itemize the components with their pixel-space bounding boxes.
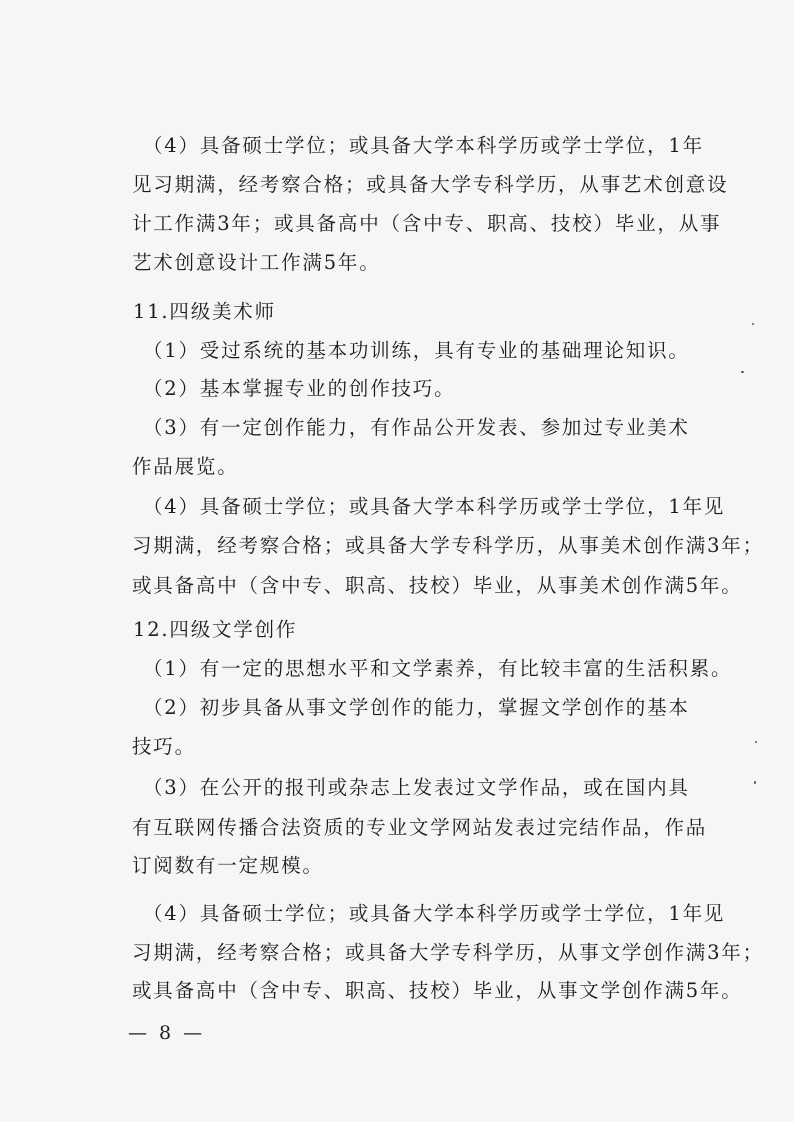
section-heading: 12.四级文学创作 xyxy=(133,618,298,641)
paragraph-line: 订阅数有一定规模。 xyxy=(132,854,324,877)
paragraph-line: （2）基本掌握专业的创作技巧。 xyxy=(143,377,456,400)
paragraph-line: 技巧。 xyxy=(132,735,196,758)
scan-speck xyxy=(741,371,744,373)
paragraph-line: 作品展览。 xyxy=(132,455,239,478)
paragraph-line: 艺术创意设计工作满5年。 xyxy=(132,251,381,274)
section-heading: 11.四级美术师 xyxy=(133,300,276,323)
paragraph-line: （3）在公开的报刊或杂志上发表过文学作品，或在国内具 xyxy=(143,776,690,799)
page-number: — 8 — xyxy=(128,1022,206,1044)
paragraph-line: （1）有一定的思想水平和文学素养，有比较丰富的生活积累。 xyxy=(143,657,733,680)
scan-speck xyxy=(755,741,757,743)
paragraph-line: 或具备高中（含中专、职高、技校）毕业，从事文学创作满5年。 xyxy=(132,979,743,1002)
paragraph-line: 习期满，经考察合格；或具备大学专科学历，从事美术创作满3年； xyxy=(132,534,764,557)
paragraph-line: 有互联网传播合法资质的专业文学网站发表过完结作品，作品 xyxy=(132,816,708,839)
paragraph-line: 计工作满3年；或具备高中（含中专、职高、技校）毕业，从事 xyxy=(132,212,722,235)
scan-speck xyxy=(754,781,756,784)
paragraph-line: （4）具备硕士学位；或具备大学本科学历或学士学位，1年见 xyxy=(143,902,726,925)
paragraph-line: （3）有一定创作能力，有作品公开发表、参加过专业美术 xyxy=(143,416,690,439)
paragraph-line: 见习期满，经考察合格；或具备大学专科学历，从事艺术创意设 xyxy=(132,173,729,196)
scan-speck xyxy=(752,323,754,325)
paragraph-line: （4）具备硕士学位；或具备大学本科学历或学士学位，1年见 xyxy=(143,495,726,518)
paragraph-line: （4）具备硕士学位；或具备大学本科学历或学士学位，1年 xyxy=(143,134,704,157)
paragraph-line: （2）初步具备从事文学创作的能力，掌握文学创作的基本 xyxy=(143,696,690,719)
paragraph-line: 习期满，经考察合格；或具备大学专科学历，从事文学创作满3年； xyxy=(132,941,764,964)
paragraph-line: （1）受过系统的基本功训练，具有专业的基础理论知识。 xyxy=(143,339,690,362)
paragraph-line: 或具备高中（含中专、职高、技校）毕业，从事美术创作满5年。 xyxy=(132,574,743,597)
